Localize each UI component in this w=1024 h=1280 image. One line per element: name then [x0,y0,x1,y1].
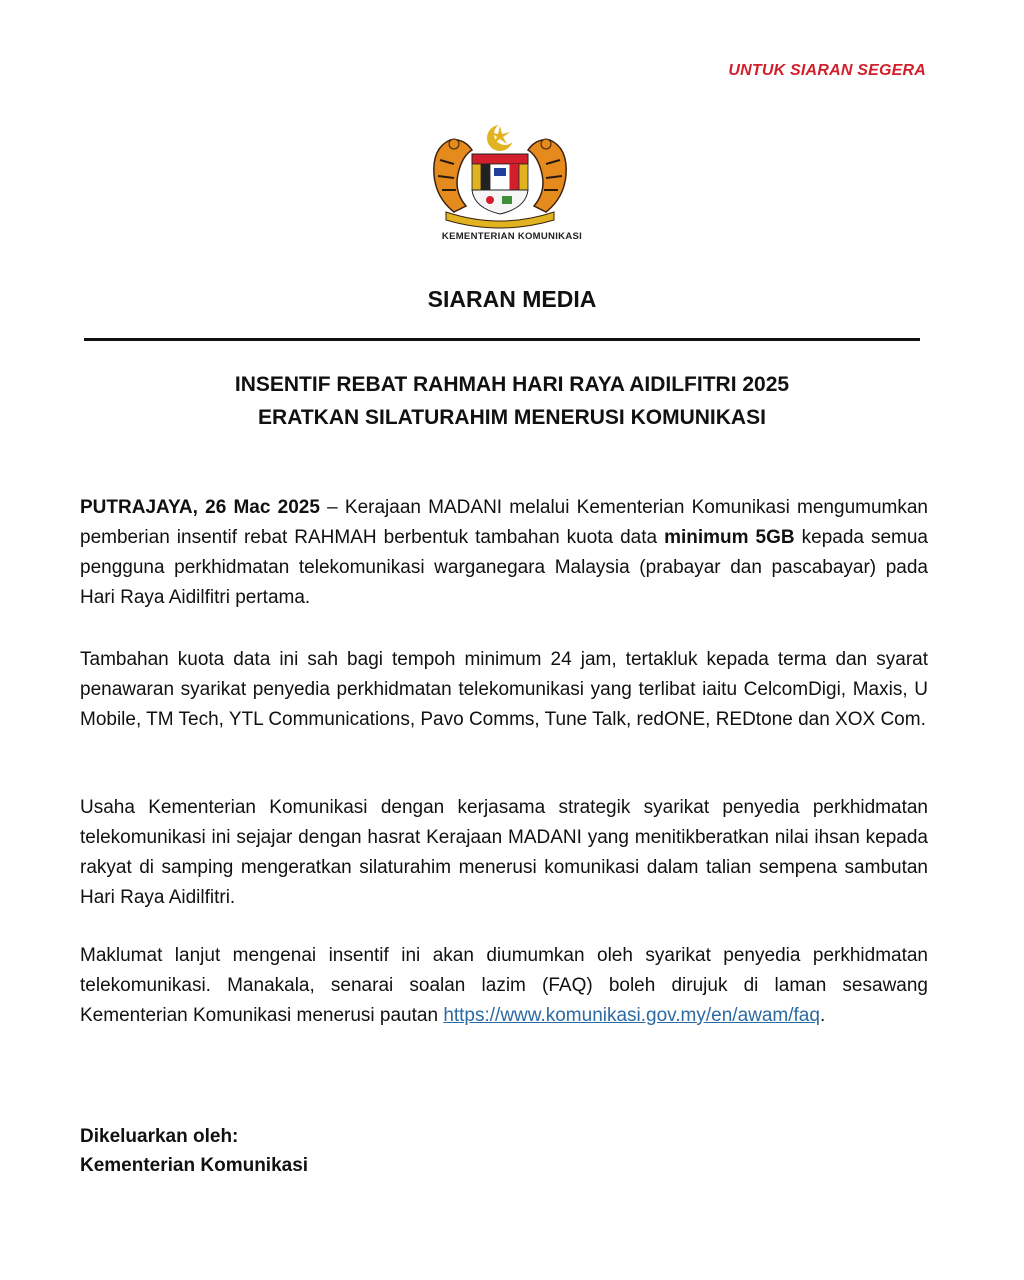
paragraph-4 [80,941,928,1031]
ministry-caption: KEMENTERIAN KOMUNIKASI [441,231,583,242]
paragraph-4-text: Maklumat lanjut mengenai insentif ini akan diumumkan oleh syarikat penyedia perkhidmatan telekomunikasi. Manakala, senarai soalan lazim (FAQ) boleh dirujuk di laman sesawang Kementerian Komunikasi menerusi pautan [80,945,928,1026]
issued-by-label: Dikeluarkan oleh: [80,1126,239,1147]
paragraph-4-end: . [819,1005,826,1026]
paragraph-2: Tambahan kuota data ini sah bagi tempoh minimum 24 jam, tertakluk kepada terma dan syarat penawaran syarikat penyedia perkhidmatan telekomunikasi yang terlibat iaitu CelcomDigi, Maxis, U Mobile, TM Tech, YTL Communications, Pavo Comms, Tune Talk, redONE, REDtone dan XOX Com. [80,649,928,730]
issuer-block [80,1122,308,1180]
headline-line-1: INSENTIF REBAT RAHMAH HARI RAYA AIDILFITRI 2025 [234,373,790,396]
headline-line-2: ERATKAN SILATURAHIM MENERUSI KOMUNIKASI [258,406,766,429]
paragraph-1-text-b: kepada semua pengguna perkhidmatan telekomunikasi warganegara Malaysia (prabayar dan pascabayar) pada Hari Raya Aidilfitri pertama. [80,527,929,608]
headline [0,368,1024,434]
issuer-name: Kementerian Komunikasi [80,1155,309,1176]
dateline: PUTRAJAYA, 26 Mac 2025 [80,497,320,518]
divider [84,338,920,341]
paragraph-3: Usaha Kementerian Komunikasi dengan kerjasama strategik syarikat penyedia perkhidmatan telekomunikasi ini sejajar dengan hasrat Kerajaan MADANI yang menitikberatkan nilai ihsan kepada rakyat di samping mengeratkan silaturahim menerusi komunikasi dalam talian sempena sambutan Hari Raya Aidilfitri. [80,797,928,908]
document-type: SIARAN MEDIA [427,286,597,312]
faq-link[interactable]: https://www.komunikasi.gov.my/en/awam/faq [443,1005,820,1026]
release-tag: UNTUK SIARAN SEGERA [728,62,926,79]
paragraph-1 [80,493,928,613]
paragraph-1-text-a: – Kerajaan MADANI melalui Kementerian Komunikasi mengumumkan pemberian insentif rebat RAHMAH berbentuk tambahan kuota data [80,497,928,548]
data-amount: minimum 5GB [664,527,795,548]
